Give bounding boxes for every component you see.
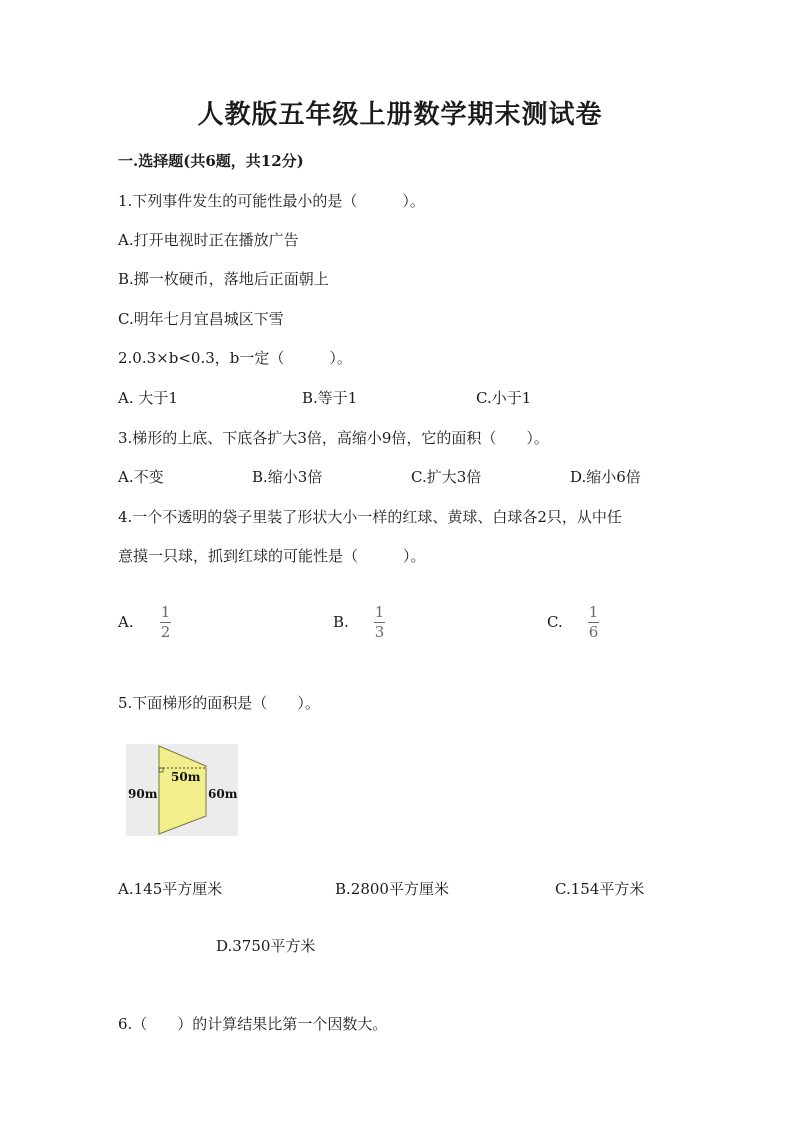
question-1-option-a: A.打开电视时正在播放广告	[118, 231, 299, 249]
question-4-stem-line-1: 4.一个不透明的袋子里装了形状大小一样的红球、黄球、白球各2只，从中任	[118, 508, 622, 526]
question-3-option-b: B.缩小3倍	[252, 468, 323, 486]
question-3-option-a: A.不变	[118, 468, 164, 486]
section-heading: 一.选择题(共6题，共12分)	[118, 152, 304, 170]
fraction-numerator: 1	[374, 603, 385, 621]
left-side-label: 90m	[128, 787, 158, 801]
page-title: 人教版五年级上册数学期末测试卷	[197, 100, 603, 130]
question-3-option-c: C.扩大3倍	[411, 468, 482, 486]
question-1-stem: 1.下列事件发生的可能性最小的是（ ）。	[118, 192, 425, 210]
question-2-option-c: C.小于1	[476, 389, 532, 407]
right-side-label: 60m	[208, 787, 238, 801]
fraction-denominator: 3	[374, 623, 385, 641]
question-6-stem: 6.（ ）的计算结果比第一个因数大。	[118, 1015, 388, 1033]
question-5-option-d: D.3750平方米	[216, 937, 316, 955]
fraction-denominator: 6	[588, 623, 599, 641]
fraction-numerator: 1	[588, 603, 599, 621]
question-2-option-b: B.等于1	[302, 389, 358, 407]
question-4-stem-line-2: 意摸一只球，抓到红球的可能性是（ ）。	[118, 547, 426, 565]
question-5-option-a: A.145平方厘米	[118, 880, 223, 898]
question-2-stem: 2.0.3×b<0.3，b一定（ ）。	[118, 349, 352, 367]
question-5-stem: 5.下面梯形的面积是（ ）。	[118, 694, 320, 712]
trapezoid-figure	[126, 744, 238, 836]
question-4-option-c-fraction	[588, 604, 599, 640]
question-1-option-b: B.掷一枚硬币，落地后正面朝上	[118, 270, 329, 288]
question-4-option-b-fraction	[374, 604, 385, 640]
question-1-option-c: C.明年七月宜昌城区下雪	[118, 310, 284, 328]
question-3-option-d: D.缩小6倍	[570, 468, 641, 486]
question-2-option-a: A. 大于1	[118, 389, 178, 407]
question-4-option-b-label: B.	[333, 613, 349, 631]
height-label: 50m	[171, 770, 201, 784]
fraction-numerator: 1	[160, 603, 171, 621]
question-3-stem: 3.梯形的上底、下底各扩大3倍，高缩小9倍，它的面积（ ）。	[118, 429, 549, 447]
question-5-option-c: C.154平方米	[555, 880, 645, 898]
question-5-option-b: B.2800平方厘米	[335, 880, 449, 898]
question-4-option-a-fraction	[160, 604, 171, 640]
question-4-option-c-label: C.	[547, 613, 563, 631]
question-4-option-a-label: A.	[118, 613, 134, 631]
fraction-denominator: 2	[160, 623, 171, 641]
